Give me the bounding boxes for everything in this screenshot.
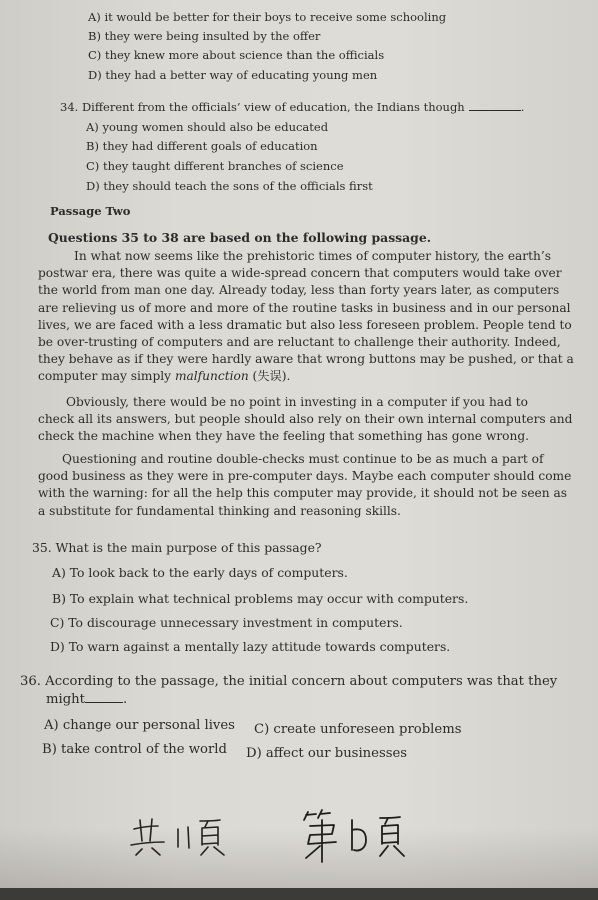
passage-line: good business as they were in pre-computer days. Maybe each computer should come — [38, 469, 572, 484]
passage-instruction: Questions 35 to 38 are based on the following passage. — [48, 230, 432, 245]
q33-option-b: B) they were being insulted by the offer — [88, 29, 321, 43]
q34-stem-end: . — [520, 100, 525, 114]
q36-answer-blank — [85, 692, 123, 703]
page-shadow — [0, 828, 598, 888]
passage-heading: Passage Two — [50, 204, 131, 218]
q36-stem-end: . — [122, 692, 128, 707]
q33-option-c: C) they knew more about science than the officials — [88, 48, 385, 62]
passage-line: check the machine when they have the feeling that something has gone wrong. — [38, 429, 530, 444]
passage-line: a substitute for fundamental thinking and reasoning skills. — [38, 503, 401, 518]
q36-stem-line-1 — [20, 674, 558, 689]
q35-stem: 35. What is the main purpose of this passage? — [32, 540, 322, 555]
q36-option-a: A) change our personal lives — [44, 718, 235, 733]
passage-paragraph-3 — [38, 451, 572, 520]
q35-option-c: C) To discourage unnecessary investment in computers. — [50, 615, 403, 630]
q36-stem-text: 36. According to the passage, the initial concern about computers was that they — [20, 674, 558, 689]
q35-option-b: B) To explain what technical problems may occur with computers. — [52, 591, 469, 606]
passage-line: they behave as if they were hardly aware that wrong buttons may be pushed, or that a — [38, 352, 574, 367]
desk-surface — [0, 888, 598, 900]
q36-stem-line-2 — [46, 692, 127, 707]
q36-stem-text-2: might — [46, 692, 85, 707]
passage-line: the world from man one day. Already today, less than forty years later, as computers — [38, 283, 560, 298]
passage-line: postwar era, there was quite a wide-spread concern that computers would take over — [38, 266, 562, 281]
q34-stem — [60, 100, 524, 114]
q36-option-c: C) create unforeseen problems — [254, 722, 462, 737]
passage-paragraph-2 — [38, 394, 573, 446]
passage-text: computer may simply — [38, 369, 175, 384]
passage-line-last — [38, 368, 528, 385]
q34-option-b: B) they had different goals of education — [86, 139, 318, 153]
passage-line: with the warning: for all the help this computer may provide, it should not be seen as — [38, 486, 567, 501]
passage-gloss: (失误). — [248, 369, 291, 384]
q34-option-a: A) young women should also be educated — [86, 120, 329, 134]
passage-line: Obviously, there would be no point in investing in a computer if you had to — [66, 395, 528, 409]
q34-option-d: D) they should teach the sons of the officials first — [86, 179, 373, 193]
passage-line: be over-trusting of computers and are reluctant to challenge their authority. Indeed, — [38, 334, 561, 349]
passage-line: are relieving us of more and more of the routine tasks in business and in our personal — [38, 300, 571, 315]
q33-option-a: A) it would be better for their boys to receive some schooling — [88, 10, 447, 24]
q34-stem-text: 34. Different from the officials’ view of education, the Indians though — [60, 100, 465, 114]
q33-option-d: D) they had a better way of educating young men — [88, 68, 378, 82]
q35-option-a: A) To look back to the early days of computers. — [52, 565, 348, 580]
q35-option-d: D) To warn against a mentally lazy attitude towards computers. — [50, 639, 451, 654]
passage-line: lives, we are faced with a less dramatic but also less foreseen problem. People tend to — [38, 317, 572, 332]
q34-option-c: C) they taught different branches of science — [86, 159, 344, 173]
q36-option-d: D) affect our businesses — [246, 746, 408, 761]
passage-line: check all its answers, but people should also rely on their own internal computers and — [38, 412, 573, 427]
passage-paragraph-1 — [38, 248, 574, 386]
q34-answer-blank — [469, 100, 521, 111]
passage-line: In what now seems like the prehistoric times of computer history, the earth’s — [74, 249, 552, 263]
q36-option-b: B) take control of the world — [42, 742, 227, 757]
passage-line: Questioning and routine double-checks must continue to be as much a part of — [62, 452, 544, 466]
passage-italic-term: malfunction — [174, 369, 249, 384]
